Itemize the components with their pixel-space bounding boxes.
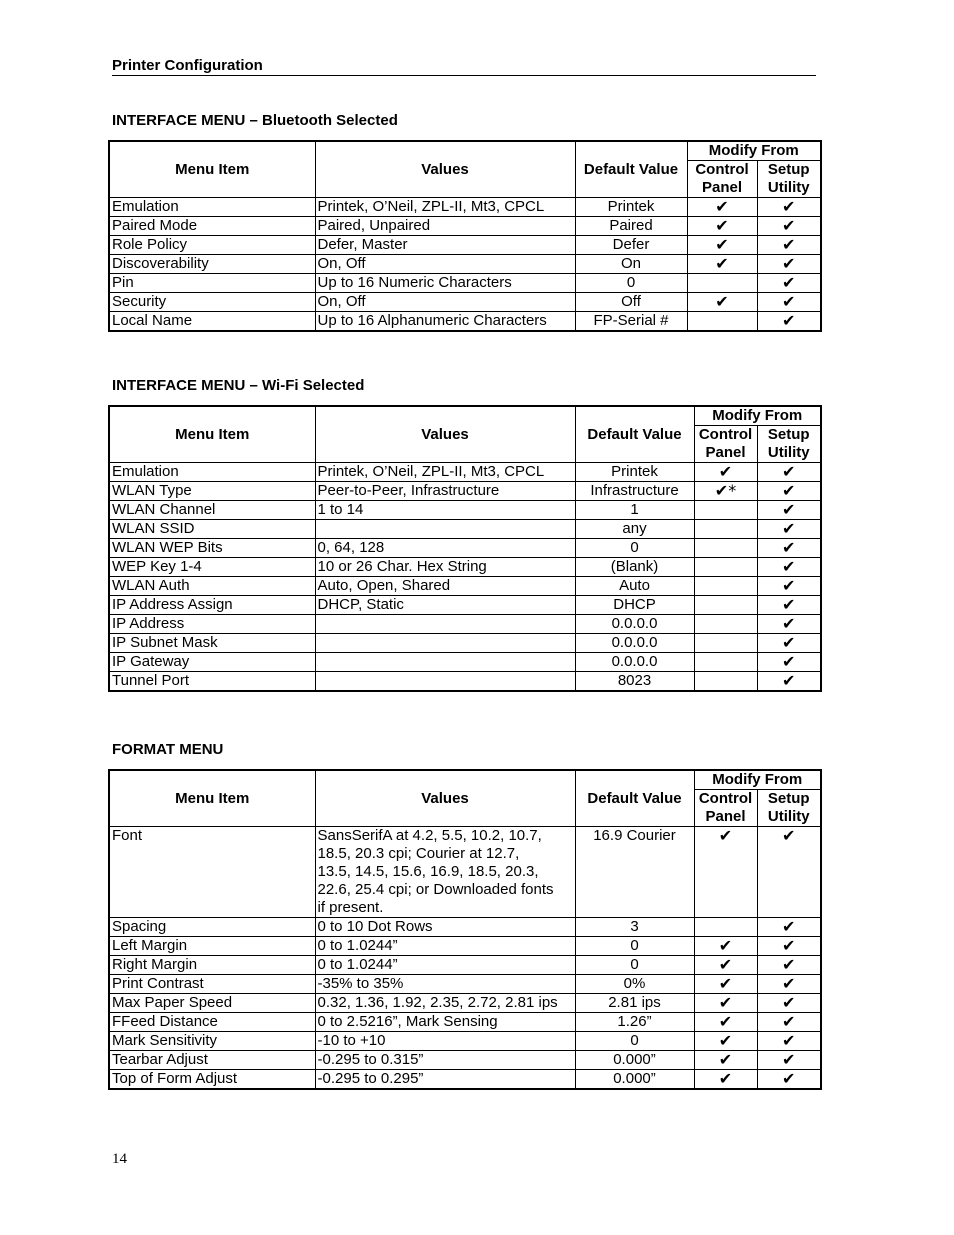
table-body [109,198,821,332]
col-header-menu-item: Menu Item [109,770,315,827]
format-menu-table [108,769,822,1090]
table-row [109,236,821,255]
values-cell: Printek, O’Neil, ZPL-II, Mt3, CPCL [315,463,575,482]
table-row [109,482,821,501]
default-value-cell: 0.000” [575,1070,694,1090]
values-cell [315,634,575,653]
control-panel-check [694,634,757,653]
control-panel-check: ✔ [694,463,757,482]
table-body [109,463,821,692]
values-cell [315,520,575,539]
menu-item-cell: WLAN Type [109,482,315,501]
values-cell: 0 to 1.0244” [315,956,575,975]
table-row [109,827,821,918]
default-value-cell: 2.81 ips [575,994,694,1013]
values-cell: Up to 16 Alphanumeric Characters [315,312,575,332]
default-value-cell: FP-Serial # [575,312,687,332]
menu-item-cell: Spacing [109,918,315,937]
setup-utility-check: ✔ [757,312,821,332]
setup-utility-check: ✔ [757,827,821,918]
page-header: Printer Configuration [112,57,816,76]
col-header-values: Values [315,141,575,198]
setup-utility-check: ✔ [757,463,821,482]
default-value-cell: Defer [575,236,687,255]
control-panel-check: ✔ [687,236,757,255]
menu-item-cell: FFeed Distance [109,1013,315,1032]
menu-item-cell: Right Margin [109,956,315,975]
setup-utility-check: ✔ [757,1070,821,1090]
setup-utility-check: ✔ [757,634,821,653]
values-cell: 0 to 2.5216”, Mark Sensing [315,1013,575,1032]
control-panel-check: ✔ [694,827,757,918]
setup-utility-check: ✔ [757,274,821,293]
menu-item-cell: IP Subnet Mask [109,634,315,653]
bluetooth-interface-table [108,140,822,332]
default-value-cell: 0.0.0.0 [575,615,694,634]
setup-utility-check: ✔ [757,539,821,558]
setup-utility-check: ✔ [757,1032,821,1051]
setup-utility-check: ✔ [757,918,821,937]
menu-item-cell: WLAN Channel [109,501,315,520]
values-cell: -10 to +10 [315,1032,575,1051]
setup-utility-check: ✔ [757,577,821,596]
col-header-setup-utility: Setup Utility [757,426,821,463]
col-header-default-value: Default Value [575,770,694,827]
col-header-modify-from: Modify From [694,770,821,790]
col-header-values: Values [315,770,575,827]
values-cell: On, Off [315,293,575,312]
table-row [109,520,821,539]
table-row [109,274,821,293]
setup-utility-check: ✔ [757,937,821,956]
table-row [109,672,821,692]
default-value-cell: Printek [575,198,687,217]
default-value-cell: 16.9 Courier [575,827,694,918]
setup-utility-check: ✔ [757,994,821,1013]
control-panel-check: ✔ [694,1013,757,1032]
table-row [109,615,821,634]
section-title-format: FORMAT MENU [112,741,224,758]
section-title-wifi: INTERFACE MENU – Wi-Fi Selected [112,377,365,394]
table-row [109,539,821,558]
values-cell: 1 to 14 [315,501,575,520]
menu-item-cell: Local Name [109,312,315,332]
default-value-cell: any [575,520,694,539]
values-cell [315,653,575,672]
default-value-cell: 1 [575,501,694,520]
default-value-cell: (Blank) [575,558,694,577]
control-panel-check: ✔ [694,975,757,994]
setup-utility-check: ✔ [757,217,821,236]
col-header-values: Values [315,406,575,463]
control-panel-check: ✔ [687,198,757,217]
setup-utility-check: ✔ [757,558,821,577]
values-cell: -0.295 to 0.315” [315,1051,575,1070]
menu-item-cell: Emulation [109,198,315,217]
values-cell: DHCP, Static [315,596,575,615]
values-cell: -0.295 to 0.295” [315,1070,575,1090]
table-row [109,1032,821,1051]
setup-utility-check: ✔ [757,236,821,255]
col-header-setup-utility: Setup Utility [757,790,821,827]
control-panel-check: ✔ [687,255,757,274]
control-panel-check [694,615,757,634]
menu-item-cell: Discoverability [109,255,315,274]
menu-item-cell: IP Address [109,615,315,634]
control-panel-check [694,539,757,558]
control-panel-check: ✔ [694,994,757,1013]
col-header-menu-item: Menu Item [109,406,315,463]
table-row [109,501,821,520]
default-value-cell: Infrastructure [575,482,694,501]
default-value-cell: Auto [575,577,694,596]
menu-item-cell: IP Address Assign [109,596,315,615]
menu-item-cell: WLAN WEP Bits [109,539,315,558]
default-value-cell: 0 [575,274,687,293]
values-cell: 0, 64, 128 [315,539,575,558]
values-cell: SansSerifA at 4.2, 5.5, 10.2, 10.7, 18.5, 20.3 cpi; Courier at 12.7, 13.5, 14.5, 15.6, 16.9, 18.5, 20.3, 22.6, 25.4 cpi; or Downloaded fonts if present. [315,827,575,918]
default-value-cell: 0 [575,1032,694,1051]
table-row [109,956,821,975]
table-row [109,463,821,482]
table-row [109,558,821,577]
setup-utility-check: ✔ [757,672,821,692]
col-header-control-panel: Control Panel [687,161,757,198]
default-value-cell: DHCP [575,596,694,615]
control-panel-check [694,918,757,937]
table-row [109,1070,821,1090]
default-value-cell: Paired [575,217,687,236]
wifi-interface-table [108,405,822,692]
setup-utility-check: ✔ [757,255,821,274]
default-value-cell: 0.0.0.0 [575,634,694,653]
setup-utility-check: ✔ [757,198,821,217]
col-header-modify-from: Modify From [687,141,821,161]
setup-utility-check: ✔ [757,520,821,539]
values-cell: Peer-to-Peer, Infrastructure [315,482,575,501]
col-header-control-panel: Control Panel [694,426,757,463]
setup-utility-check: ✔ [757,615,821,634]
setup-utility-check: ✔ [757,1051,821,1070]
menu-item-cell: Paired Mode [109,217,315,236]
table-row [109,1013,821,1032]
table-row [109,596,821,615]
menu-item-cell: Role Policy [109,236,315,255]
default-value-cell: 0 [575,539,694,558]
control-panel-check [694,653,757,672]
default-value-cell: 0% [575,975,694,994]
menu-item-cell: IP Gateway [109,653,315,672]
values-cell [315,615,575,634]
values-cell: 0 to 1.0244” [315,937,575,956]
col-header-modify-from: Modify From [694,406,821,426]
col-header-default-value: Default Value [575,406,694,463]
default-value-cell: 0 [575,956,694,975]
default-value-cell: Off [575,293,687,312]
default-value-cell: 0.000” [575,1051,694,1070]
values-cell: Paired, Unpaired [315,217,575,236]
control-panel-check [694,577,757,596]
control-panel-check [694,520,757,539]
default-value-cell: 3 [575,918,694,937]
default-value-cell: On [575,255,687,274]
col-header-control-panel: Control Panel [694,790,757,827]
control-panel-check: ✔ [694,956,757,975]
menu-item-cell: Max Paper Speed [109,994,315,1013]
values-cell: 10 or 26 Char. Hex String [315,558,575,577]
menu-item-cell: WEP Key 1-4 [109,558,315,577]
table-row [109,994,821,1013]
values-cell: Auto, Open, Shared [315,577,575,596]
table-body [109,827,821,1090]
table-row [109,1051,821,1070]
menu-item-cell: Pin [109,274,315,293]
menu-item-cell: Mark Sensitivity [109,1032,315,1051]
values-cell: Up to 16 Numeric Characters [315,274,575,293]
table-row [109,312,821,332]
menu-item-cell: Tearbar Adjust [109,1051,315,1070]
table-row [109,634,821,653]
setup-utility-check: ✔ [757,293,821,312]
menu-item-cell: Top of Form Adjust [109,1070,315,1090]
menu-item-cell: Security [109,293,315,312]
control-panel-check: ✔ [687,217,757,236]
menu-item-cell: Tunnel Port [109,672,315,692]
values-cell: On, Off [315,255,575,274]
table-row [109,217,821,236]
default-value-cell: 1.26” [575,1013,694,1032]
table-row [109,577,821,596]
table-row [109,975,821,994]
table-row [109,937,821,956]
control-panel-check: ✔* [694,482,757,501]
values-cell: Defer, Master [315,236,575,255]
control-panel-check: ✔ [694,1032,757,1051]
menu-item-cell: Emulation [109,463,315,482]
default-value-cell: 0 [575,937,694,956]
menu-item-cell: Left Margin [109,937,315,956]
menu-item-cell: WLAN Auth [109,577,315,596]
values-cell: -35% to 35% [315,975,575,994]
table-row [109,653,821,672]
values-cell: 0 to 10 Dot Rows [315,918,575,937]
menu-item-cell: Print Contrast [109,975,315,994]
control-panel-check [694,596,757,615]
setup-utility-check: ✔ [757,501,821,520]
control-panel-check [687,312,757,332]
setup-utility-check: ✔ [757,482,821,501]
setup-utility-check: ✔ [757,1013,821,1032]
values-cell [315,672,575,692]
col-header-menu-item: Menu Item [109,141,315,198]
control-panel-check: ✔ [694,1051,757,1070]
setup-utility-check: ✔ [757,975,821,994]
setup-utility-check: ✔ [757,956,821,975]
default-value-cell: 0.0.0.0 [575,653,694,672]
control-panel-check [694,501,757,520]
control-panel-check: ✔ [694,1070,757,1090]
setup-utility-check: ✔ [757,596,821,615]
table-row [109,255,821,274]
control-panel-check: ✔ [687,293,757,312]
table-row [109,918,821,937]
menu-item-cell: Font [109,827,315,918]
control-panel-check [694,558,757,577]
values-cell: 0.32, 1.36, 1.92, 2.35, 2.72, 2.81 ips [315,994,575,1013]
control-panel-check: ✔ [694,937,757,956]
control-panel-check [687,274,757,293]
table-row [109,198,821,217]
page-number: 14 [112,1151,127,1167]
control-panel-check [694,672,757,692]
setup-utility-check: ✔ [757,653,821,672]
menu-item-cell: WLAN SSID [109,520,315,539]
default-value-cell: 8023 [575,672,694,692]
section-title-bluetooth: INTERFACE MENU – Bluetooth Selected [112,112,398,129]
table-row [109,293,821,312]
col-header-setup-utility: Setup Utility [757,161,821,198]
col-header-default-value: Default Value [575,141,687,198]
values-cell: Printek, O’Neil, ZPL-II, Mt3, CPCL [315,198,575,217]
default-value-cell: Printek [575,463,694,482]
